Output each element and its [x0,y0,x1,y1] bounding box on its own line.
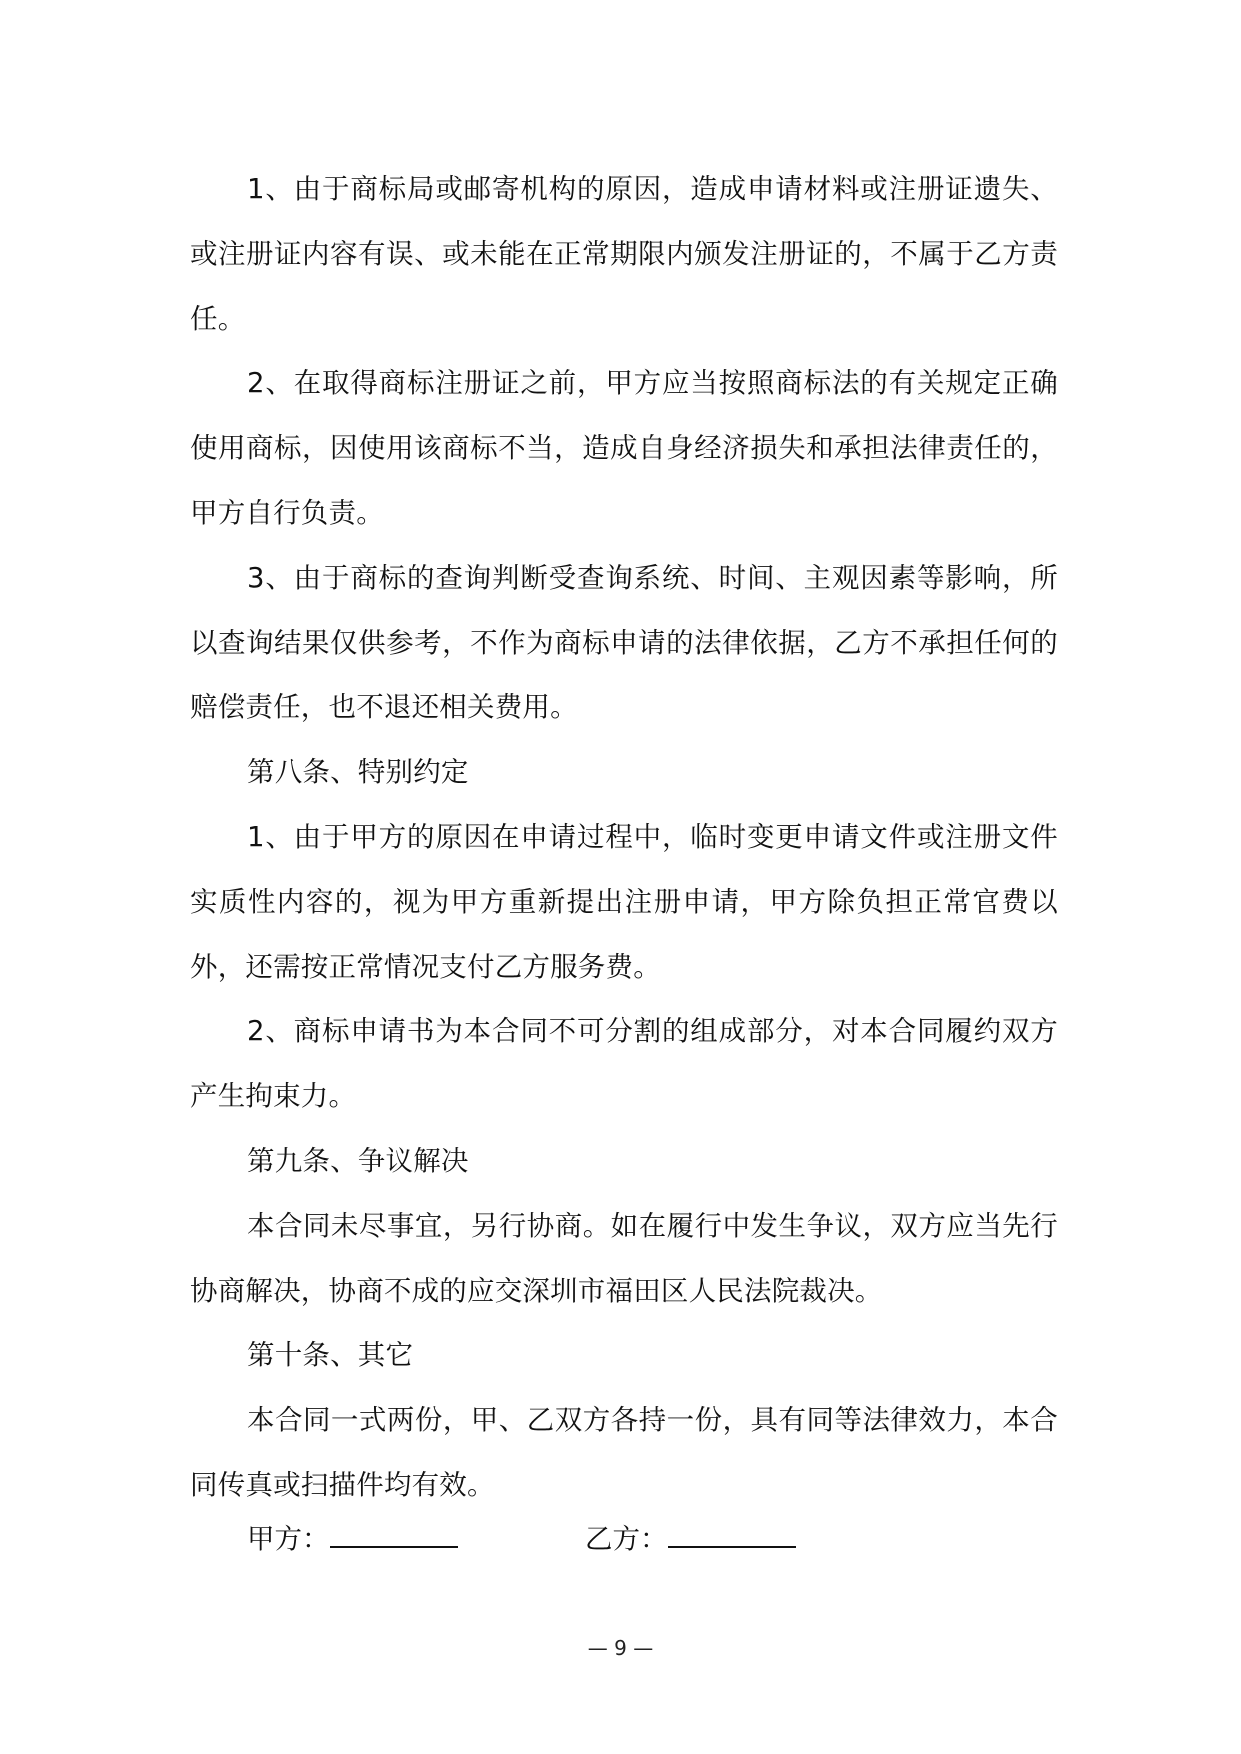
article-heading: 第九条、争议解决 [247,1144,469,1177]
party-a-signature-line [330,1516,458,1548]
clause-paragraph: 1、由于商标局或邮寄机构的原因，造成申请材料或注册证遗失、或注册证内容有误、或未能在正常期限内颁发注册证的，不属于乙方责任。 [190,173,1058,335]
page-number: — 9 — [587,1636,654,1660]
clause-paragraph: 3、由于商标的查询判断受查询系统、时间、主观因素等影响，所以查询结果仅供参考，不作为商标申请的法律依据，乙方不承担任何的赔偿责任，也不退还相关费用。 [190,561,1058,724]
clause-paragraph: 本合同一式两份，甲、乙双方各持一份，具有同等法律效力，本合同传真或扫描件均有效。 [190,1404,1058,1501]
clause-paragraph: 1、由于甲方的原因在申请过程中，临时变更申请文件或注册文件实质性内容的，视为甲方重新提出注册申请，甲方除负担正常官费以外，还需按正常情况支付乙方服务费。 [190,820,1058,983]
document-body [190,157,1058,1518]
party-a-signature [247,1516,458,1559]
signature-block [247,1516,947,1556]
clause-paragraph: 2、商标申请书为本合同不可分割的组成部分，对本合同履约双方产生拘束力。 [190,1015,1058,1113]
article-heading: 第十条、其它 [247,1339,414,1372]
clause-paragraph: 本合同未尽事宜，另行协商。如在履行中发生争议，双方应当先行协商解决，协商不成的应交深圳市福田区人民法院裁决。 [190,1209,1058,1307]
party-b-signature [585,1516,796,1559]
article-heading: 第八条、特别约定 [247,756,469,789]
party-b-label: 乙方： [585,1523,668,1555]
party-b-signature-line [668,1516,796,1548]
clause-paragraph: 2、在取得商标注册证之前，甲方应当按照商标法的有关规定正确使用商标，因使用该商标不当，造成自身经济损失和承担法律责任的，甲方自行负责。 [190,367,1058,529]
party-a-label: 甲方： [247,1523,330,1555]
